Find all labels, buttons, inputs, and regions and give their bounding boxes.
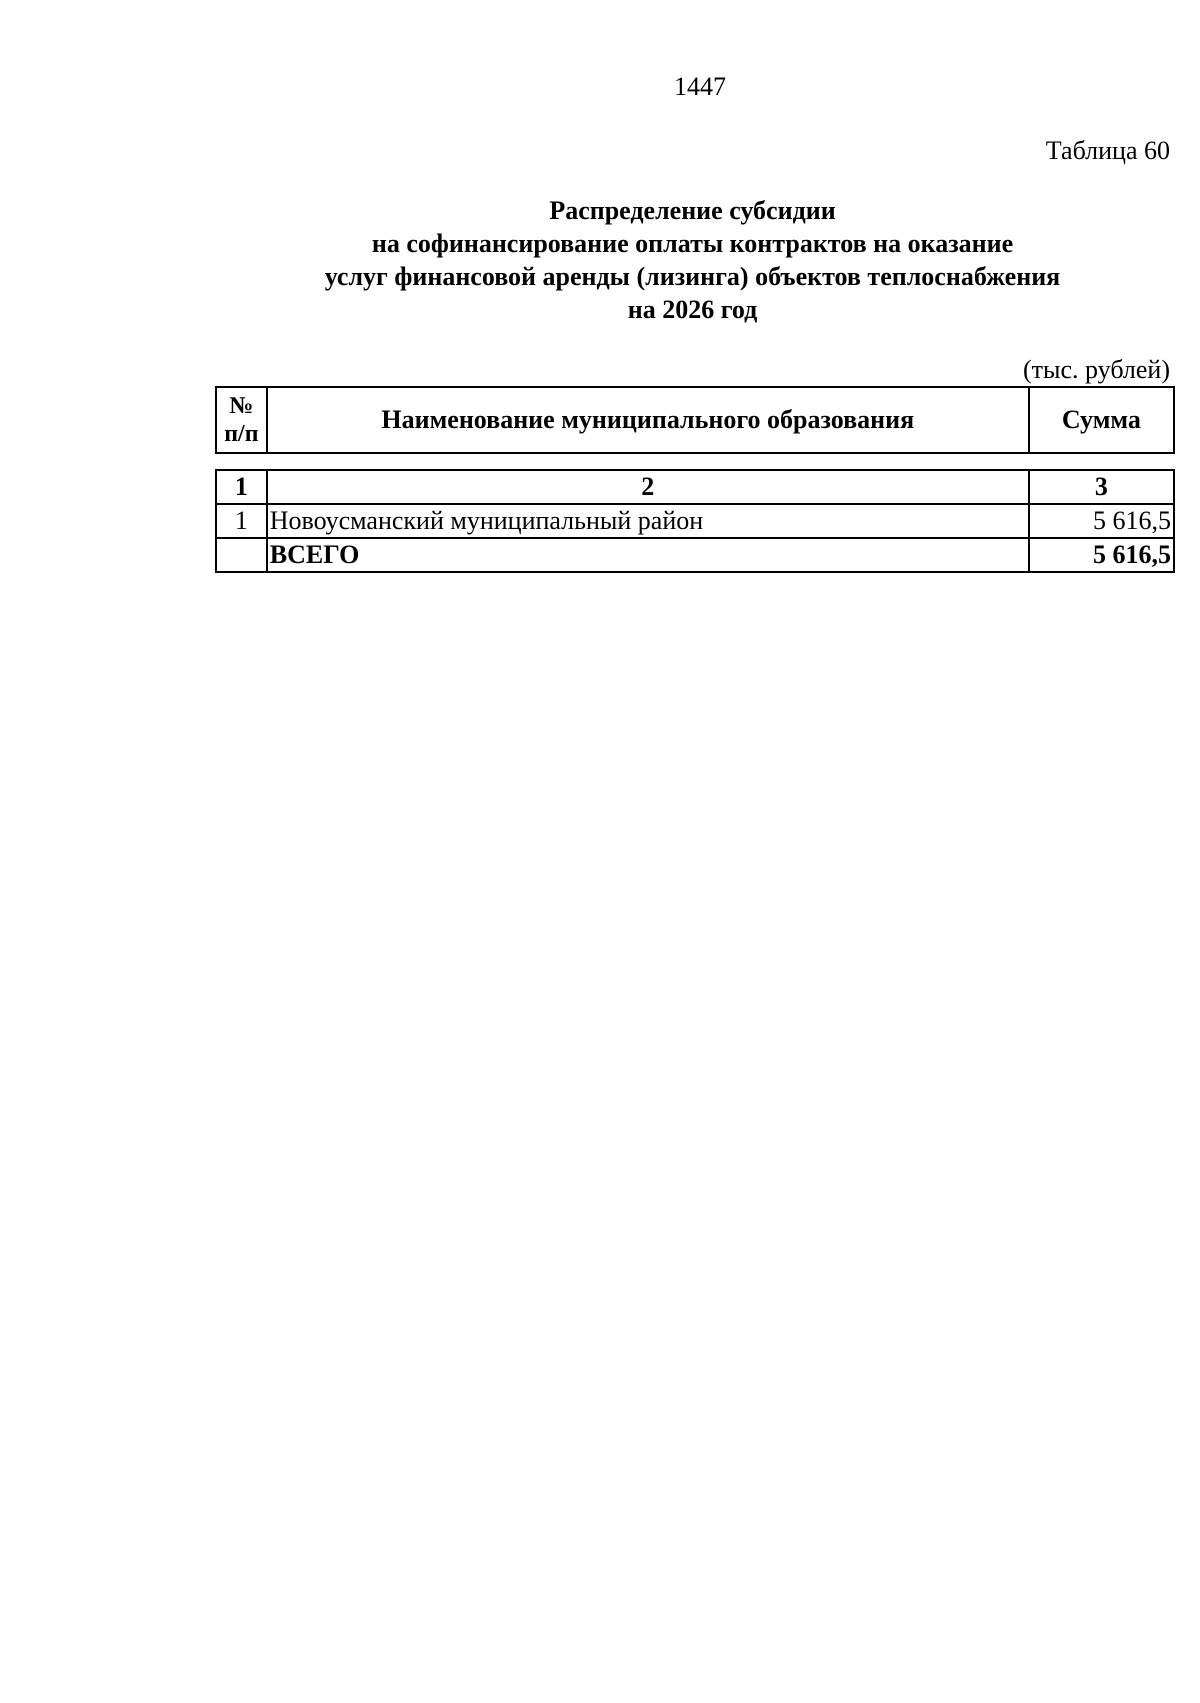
total-empty-cell [216, 538, 267, 572]
document-title [215, 194, 1170, 326]
total-sum: 5 616,5 [1029, 538, 1174, 572]
page-number: 1447 [674, 72, 726, 101]
title-line: Распределение субсидии [549, 196, 836, 225]
header-sum: Сумма [1029, 387, 1174, 453]
total-row [216, 538, 1174, 572]
total-label: ВСЕГО [267, 538, 1029, 572]
title-line: на 2026 год [627, 295, 758, 324]
data-table [215, 469, 1175, 573]
row-name: Новоусманский муниципальный район [267, 504, 1029, 538]
header-name: Наименование муниципального образования [267, 387, 1029, 453]
header-row [216, 387, 1174, 453]
header-number-label: п/п [224, 421, 259, 447]
header-number-symbol: № [229, 393, 254, 419]
column-number: 2 [267, 470, 1029, 504]
title-line: услуг финансовой аренды (лизинга) объектов теплоснабжения [324, 262, 1061, 291]
table-header [215, 386, 1175, 454]
table-row [216, 504, 1174, 538]
column-number-row [216, 470, 1174, 504]
row-number: 1 [216, 504, 267, 538]
title-line: на софинансирование оплаты контрактов на оказание [371, 229, 1014, 258]
row-sum: 5 616,5 [1029, 504, 1174, 538]
table-label: Таблица 60 [1045, 136, 1170, 165]
units-label: (тыс. рублей) [1022, 355, 1170, 384]
column-number: 1 [216, 470, 267, 504]
header-number [216, 387, 267, 453]
column-number: 3 [1029, 470, 1174, 504]
